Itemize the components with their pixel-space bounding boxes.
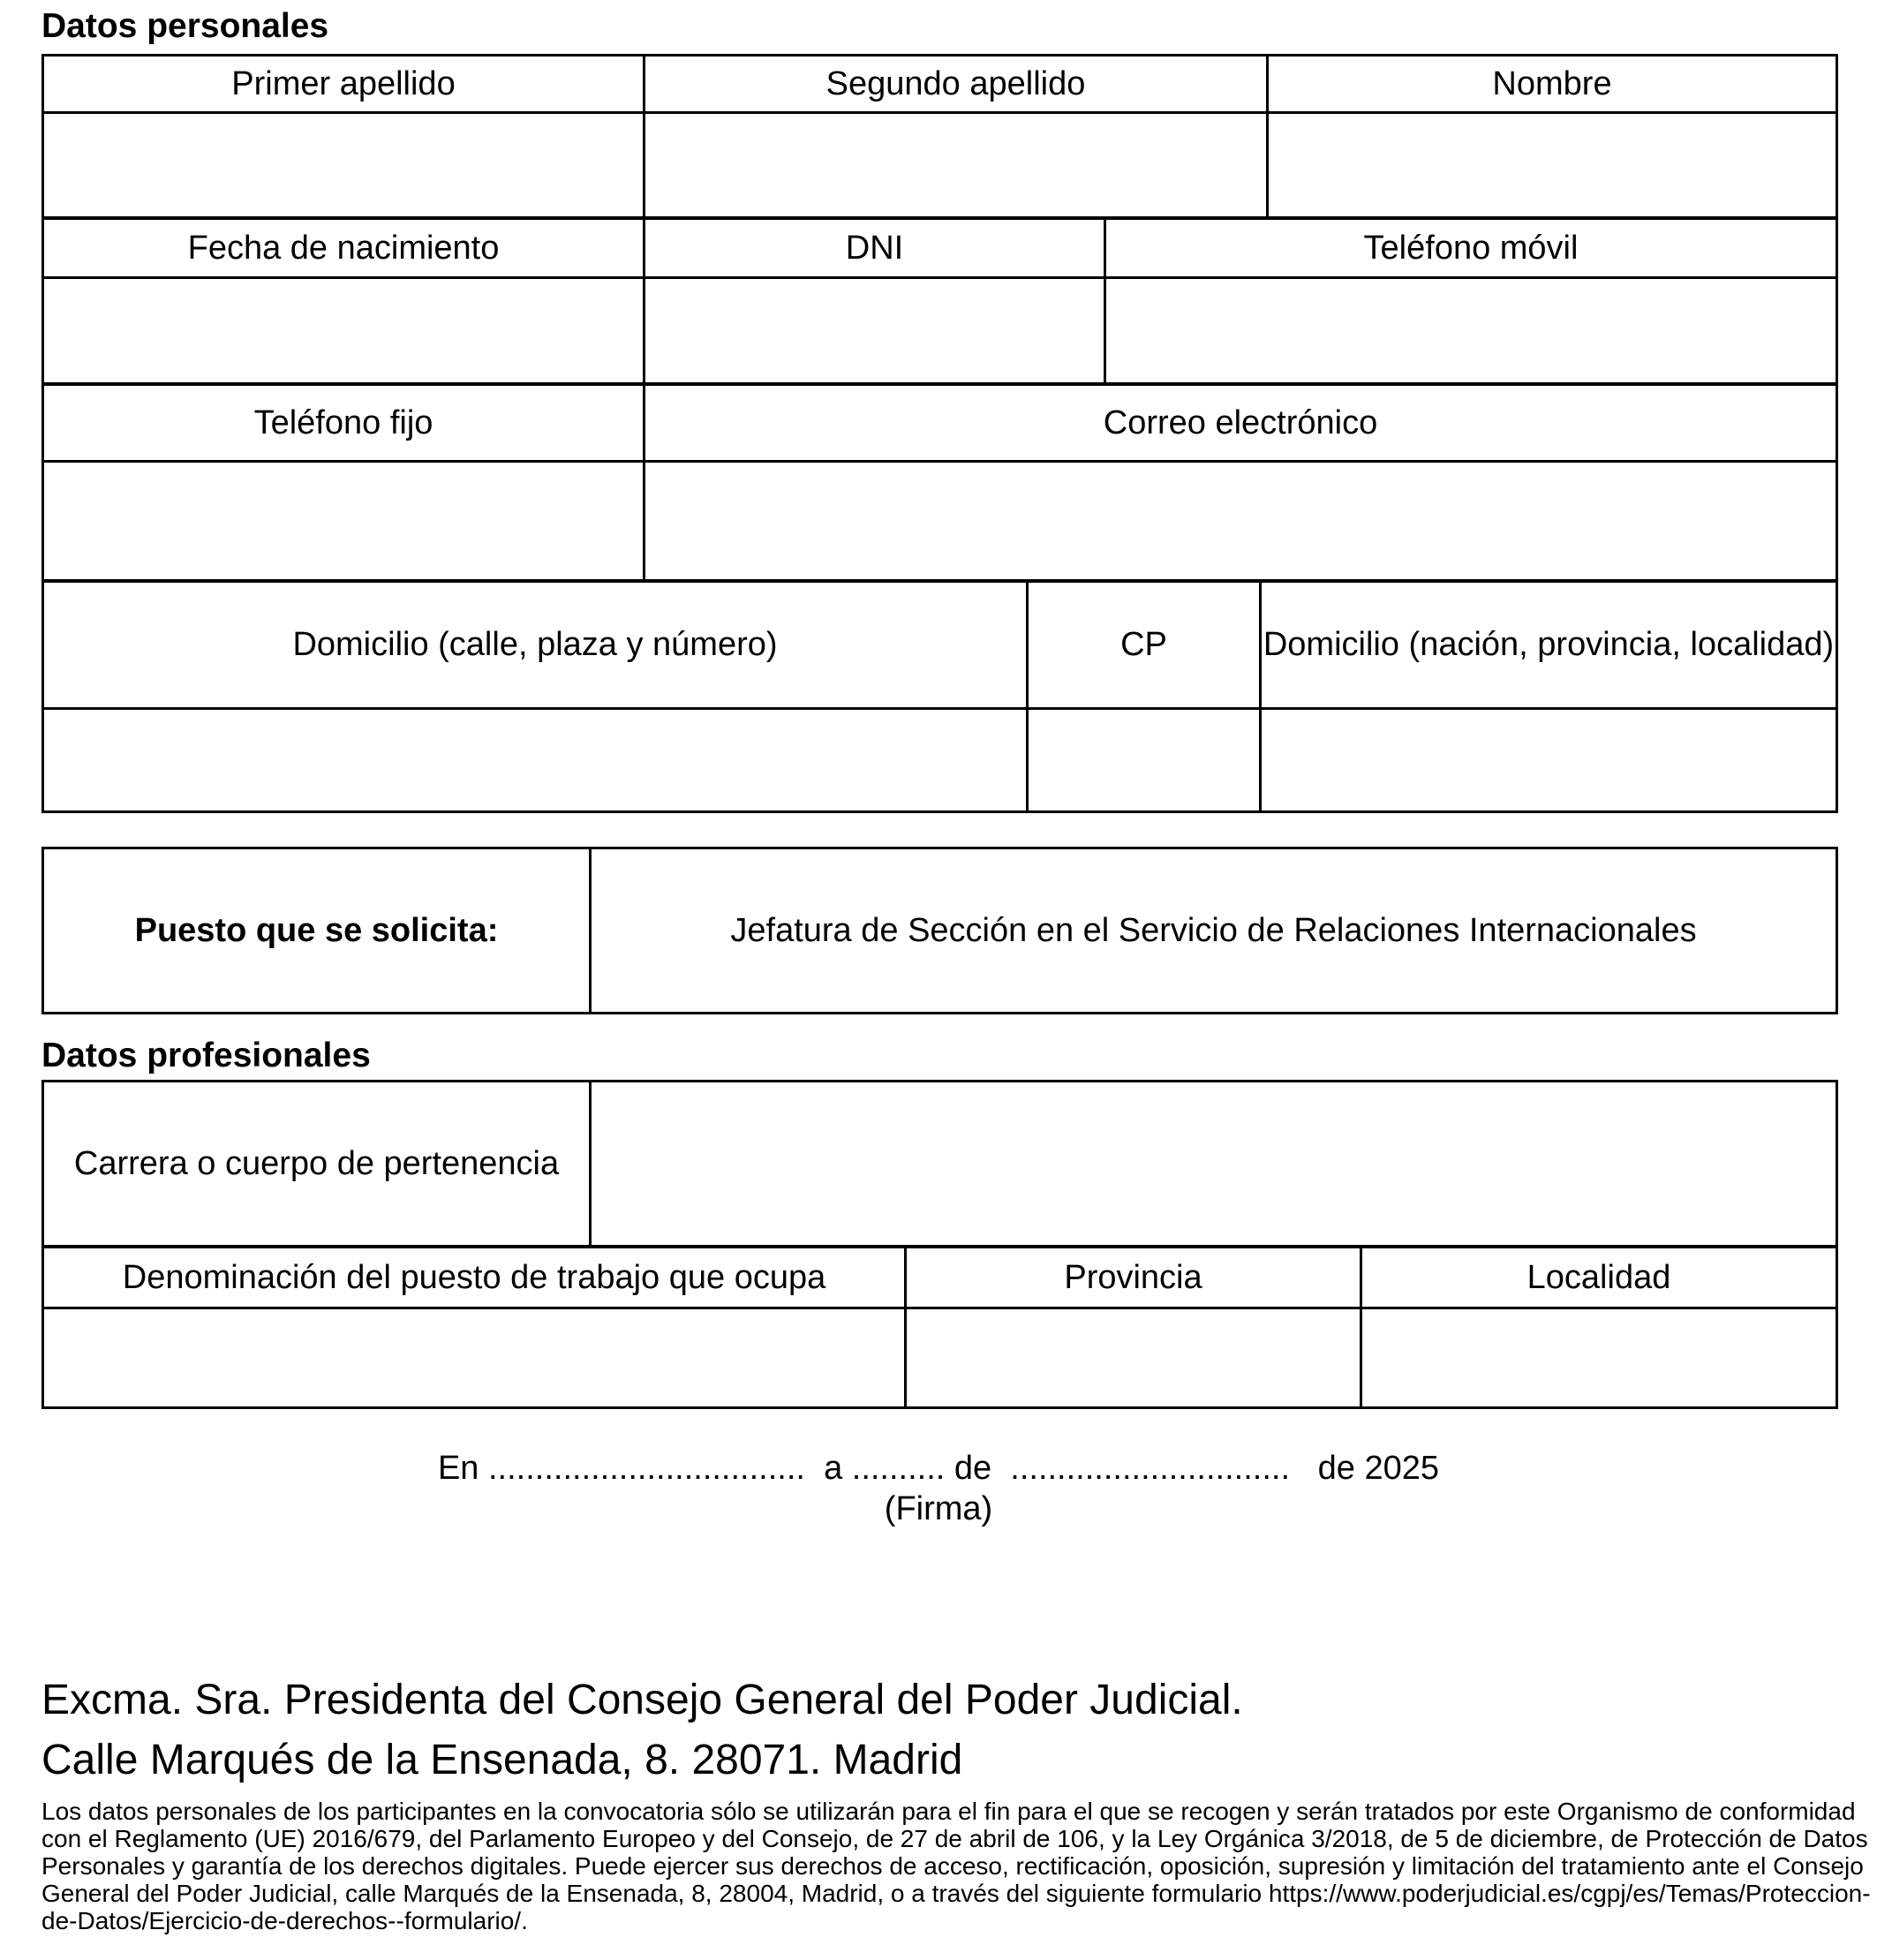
segundo-apellido-field[interactable]: [645, 113, 1268, 218]
telefono-movil-field[interactable]: [1105, 278, 1837, 384]
dni-label: DNI: [645, 219, 1105, 278]
privacy-line: de-Datos/Ejercicio-de-derechos--formulario/.: [41, 1907, 528, 1934]
domicilio-calle-field[interactable]: [43, 709, 1028, 812]
cp-field[interactable]: [1028, 709, 1261, 812]
personal-birth-table: [41, 217, 1838, 385]
personal-contact-table: [41, 383, 1838, 582]
telefono-fijo-field[interactable]: [43, 462, 645, 581]
correo-electronico-label: Correo electrónico: [645, 385, 1837, 462]
address-line: Calle Marqués de la Ensenada, 8. 28071. Madrid: [41, 1737, 963, 1783]
spacer: [41, 813, 1836, 847]
telefono-fijo-label: Teléfono fijo: [43, 385, 645, 462]
privacy-notice: [41, 1798, 1871, 1934]
table-row: [43, 1082, 1837, 1247]
domicilio-nacion-label: Domicilio (nación, provincia, localidad): [1261, 582, 1837, 709]
table-row: [43, 1248, 1837, 1308]
privacy-line: General del Poder Judicial, calle Marqués de la Ensenada, 8, 28004, Madrid, o a través del siguiente formulario https://www.poderjudicial.es/cgpj/es/Temas/Proteccion-: [41, 1880, 1871, 1907]
carrera-field[interactable]: [591, 1082, 1837, 1247]
segundo-apellido-label: Segundo apellido: [645, 56, 1268, 113]
denominacion-label: Denominación del puesto de trabajo que ocupa: [43, 1248, 906, 1308]
professional-career-table: [41, 1080, 1838, 1248]
telefono-movil-label: Teléfono móvil: [1105, 219, 1837, 278]
puesto-table: [41, 847, 1838, 1014]
nombre-field[interactable]: [1268, 113, 1837, 218]
domicilio-nacion-field[interactable]: [1261, 709, 1837, 812]
table-row: [43, 113, 1837, 218]
firma-label: (Firma): [884, 1490, 993, 1527]
puesto-solicitado-label: Puesto que se solicita:: [43, 848, 591, 1014]
table-row: [43, 709, 1837, 812]
nombre-label: Nombre: [1268, 56, 1837, 113]
section-heading-professional: Datos profesionales: [41, 1037, 371, 1074]
professional-post-table: [41, 1246, 1838, 1409]
table-row: [43, 278, 1837, 384]
addressee-line: Excma. Sra. Presidenta del Consejo General del Poder Judicial.: [41, 1677, 1243, 1723]
table-row: [43, 848, 1837, 1014]
section-heading-personal: Datos personales: [41, 7, 329, 45]
table-row: [43, 582, 1837, 709]
carrera-label: Carrera o cuerpo de pertenencia: [43, 1082, 591, 1247]
fecha-nacimiento-field[interactable]: [43, 278, 645, 384]
puesto-solicitado-value[interactable]: Jefatura de Sección en el Servicio de Relaciones Internacionales: [591, 848, 1837, 1014]
correo-electronico-field[interactable]: [645, 462, 1837, 581]
personal-address-table: [41, 580, 1838, 813]
provincia-label: Provincia: [906, 1248, 1361, 1308]
signature-date-line: En .................................. a .......... de .............................. de 2025: [437, 1450, 1440, 1487]
localidad-label: Localidad: [1361, 1248, 1837, 1308]
domicilio-calle-label: Domicilio (calle, plaza y número): [43, 582, 1028, 709]
table-row: [43, 385, 1837, 462]
cp-label: CP: [1028, 582, 1261, 709]
table-row: [43, 462, 1837, 581]
table-row: [43, 56, 1837, 113]
fecha-nacimiento-label: Fecha de nacimiento: [43, 219, 645, 278]
privacy-line: Los datos personales de los participantes en la convocatoria sólo se utilizarán para el fin para el que se recogen y serán tratados por este Organismo de conformidad: [41, 1798, 1856, 1825]
denominacion-field[interactable]: [43, 1308, 906, 1408]
table-row: [43, 1308, 1837, 1408]
privacy-line: con el Reglamento (UE) 2016/679, del Parlamento Europeo y del Consejo, de 27 de abril de 106, y la Ley Orgánica 3/2018, de 5 de diciembre, de Protección de Datos: [41, 1825, 1868, 1852]
table-row: [43, 219, 1837, 278]
primer-apellido-label: Primer apellido: [43, 56, 645, 113]
privacy-line: Personales y garantía de los derechos digitales. Puede ejercer sus derechos de acceso, rectificación, oposición, supresión y limitación del tratamiento ante el Consejo: [41, 1852, 1864, 1880]
dni-field[interactable]: [645, 278, 1105, 384]
provincia-field[interactable]: [906, 1308, 1361, 1408]
personal-names-table: [41, 54, 1838, 219]
localidad-field[interactable]: [1361, 1308, 1837, 1408]
primer-apellido-field[interactable]: [43, 113, 645, 218]
